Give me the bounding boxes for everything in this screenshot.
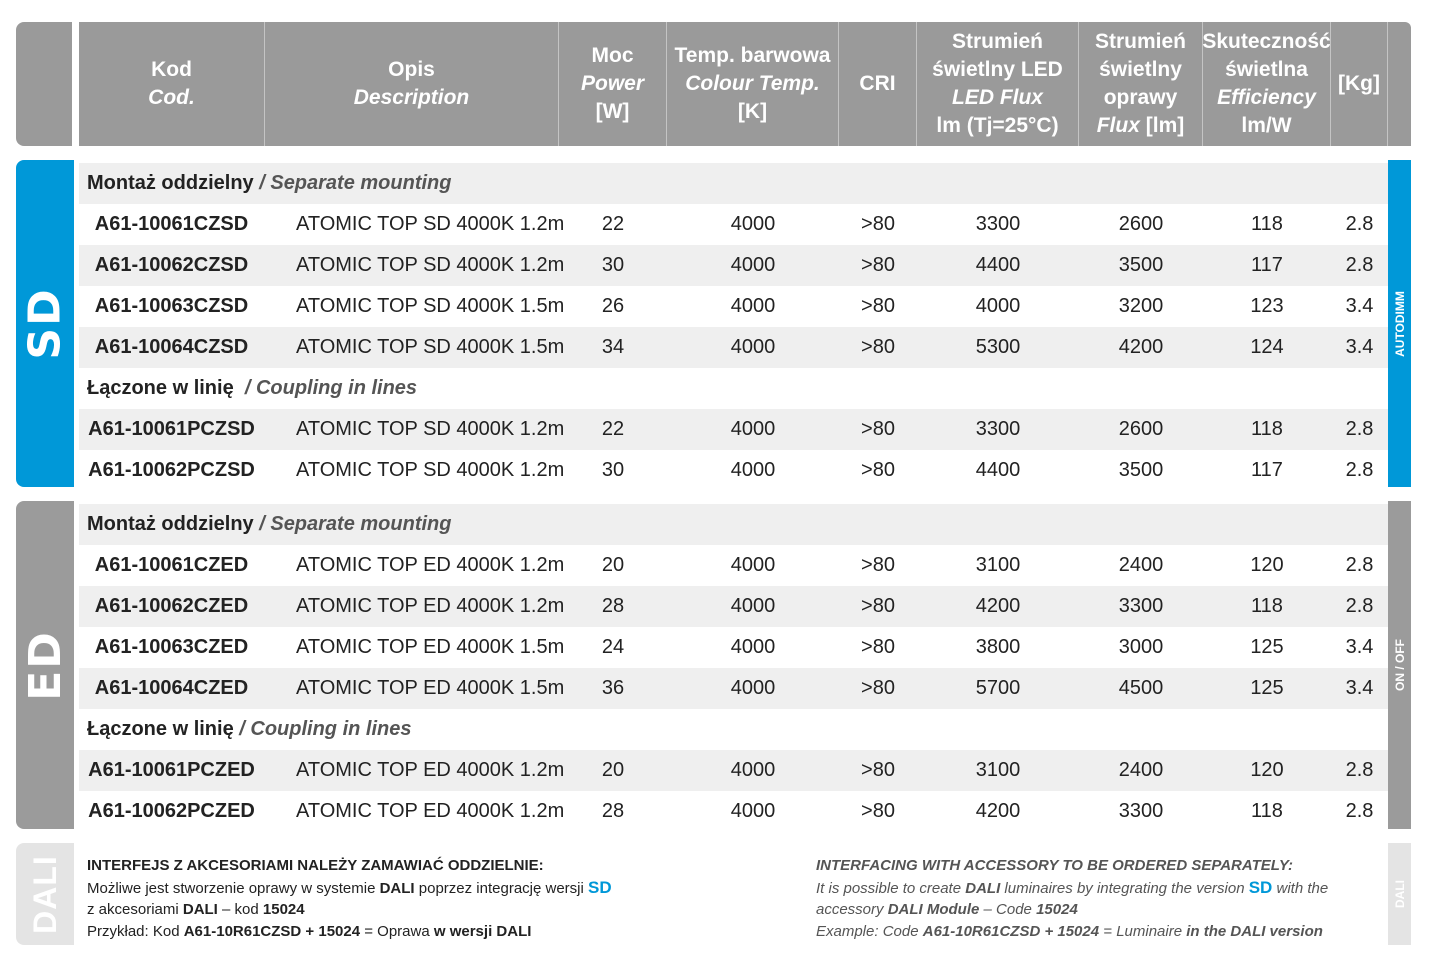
ed-side-label: ED bbox=[19, 629, 71, 701]
table-row bbox=[79, 327, 1388, 368]
cell-cri: >80 bbox=[861, 759, 895, 781]
section-title bbox=[87, 163, 451, 204]
cell-led: 3300 bbox=[975, 213, 1021, 235]
section-title bbox=[87, 368, 417, 409]
text: with the bbox=[1272, 879, 1329, 897]
text-bold: DALI bbox=[379, 879, 415, 897]
cell-moc: 30 bbox=[601, 459, 625, 481]
cell-kod: A61-10061CZED bbox=[94, 554, 249, 576]
cell-cri: >80 bbox=[861, 636, 895, 658]
header-led-flux bbox=[917, 22, 1079, 146]
header-moc-pl: Moc bbox=[591, 44, 634, 67]
cell-kg: 3.4 bbox=[1345, 336, 1374, 358]
header-corner-tab bbox=[16, 22, 72, 146]
table-row bbox=[79, 245, 1388, 286]
header-kod bbox=[79, 22, 265, 146]
cell-opis: ATOMIC TOP ED 4000K 1.2m bbox=[296, 595, 565, 617]
cell-moc: 22 bbox=[601, 213, 625, 235]
sd-side-tab bbox=[16, 160, 74, 487]
section-title-en: / Coupling in lines bbox=[239, 718, 412, 740]
cell-led: 5300 bbox=[975, 336, 1021, 358]
cell-kg: 2.8 bbox=[1345, 554, 1374, 576]
cell-temp: 4000 bbox=[730, 800, 776, 822]
cell-kod: A61-10064CZED bbox=[94, 677, 249, 699]
sd-section-coupling bbox=[79, 368, 1388, 409]
table-row bbox=[79, 545, 1388, 586]
dali-note-pl-title: INTERFEJS Z AKCESORIAMI NALEŻY ZAMAWIAĆ ODDZIELNIE: bbox=[87, 857, 544, 874]
header-opis bbox=[265, 22, 559, 146]
cell-eff: 118 bbox=[1251, 418, 1283, 440]
cell-flux: 3500 bbox=[1118, 459, 1164, 481]
header-cri bbox=[839, 22, 917, 146]
section-title-pl: Łączone w linię bbox=[87, 377, 234, 399]
cell-moc: 34 bbox=[601, 336, 625, 358]
cell-led: 4200 bbox=[975, 595, 1021, 617]
cell-eff: 118 bbox=[1251, 213, 1283, 235]
dali-right-label: DALI bbox=[1392, 880, 1407, 908]
text: = Luminaire bbox=[1099, 922, 1187, 940]
dali-side-tab bbox=[16, 843, 74, 945]
cell-eff: 117 bbox=[1251, 459, 1283, 481]
cell-flux: 2400 bbox=[1118, 554, 1164, 576]
cell-led: 3100 bbox=[975, 759, 1021, 781]
cell-eff: 118 bbox=[1251, 595, 1283, 617]
cell-kod: A61-10063CZED bbox=[94, 636, 249, 658]
dali-note-pl-line4 bbox=[87, 921, 612, 943]
header-cri-label: CRI bbox=[859, 72, 896, 95]
header-led-flux-en: LED Flux bbox=[951, 86, 1043, 109]
sd-side-label: SD bbox=[19, 287, 71, 360]
cell-kg: 3.4 bbox=[1345, 677, 1374, 699]
cell-kg: 2.8 bbox=[1345, 418, 1374, 440]
cell-opis: ATOMIC TOP SD 4000K 1.5m bbox=[296, 336, 565, 358]
text-bold: 15024 bbox=[1036, 901, 1078, 918]
cell-temp: 4000 bbox=[730, 254, 776, 276]
cell-eff: 123 bbox=[1250, 295, 1284, 317]
section-title bbox=[87, 709, 411, 750]
header-temp-unit: [K] bbox=[737, 100, 768, 123]
cell-led: 3100 bbox=[975, 554, 1021, 576]
header-flux bbox=[1079, 22, 1203, 146]
autodimm-label: AUTODIMM bbox=[1392, 290, 1407, 357]
cell-cri: >80 bbox=[861, 800, 895, 822]
header-led-flux-unit: lm (Tj=25°C) bbox=[936, 114, 1059, 137]
cell-temp: 4000 bbox=[730, 554, 776, 576]
text-bold: DALI bbox=[965, 879, 1001, 897]
header-eff-pl2: świetlna bbox=[1225, 58, 1308, 81]
cell-kg: 2.8 bbox=[1345, 800, 1374, 822]
table-row bbox=[79, 286, 1388, 327]
header-kg-label: [Kg] bbox=[1338, 72, 1380, 95]
header-opis-pl: Opis bbox=[388, 58, 435, 81]
table-row bbox=[79, 450, 1388, 491]
dali-note-pl-line3 bbox=[87, 899, 612, 921]
cell-eff: 125 bbox=[1250, 636, 1284, 658]
section-title bbox=[87, 504, 451, 545]
table-row bbox=[79, 409, 1388, 450]
text-bold: A61-10R61CZSD + 15024 bbox=[183, 922, 361, 940]
text: It is possible to create bbox=[816, 879, 966, 897]
dali-note-en-line3 bbox=[816, 899, 1328, 921]
cell-opis: ATOMIC TOP SD 4000K 1.2m bbox=[296, 459, 565, 481]
header-moc-unit: [W] bbox=[595, 100, 630, 123]
text: z akcesoriami bbox=[87, 901, 183, 918]
cell-temp: 4000 bbox=[730, 295, 776, 317]
cell-led: 4400 bbox=[975, 254, 1021, 276]
cell-flux: 3300 bbox=[1118, 800, 1164, 822]
section-title-en: / Separate mounting bbox=[259, 172, 452, 194]
header-moc bbox=[559, 22, 667, 146]
cell-temp: 4000 bbox=[730, 459, 776, 481]
cell-kg: 2.8 bbox=[1345, 254, 1374, 276]
cell-opis: ATOMIC TOP SD 4000K 1.2m bbox=[296, 254, 565, 276]
cell-kg: 2.8 bbox=[1345, 595, 1374, 617]
table-header bbox=[79, 22, 1411, 146]
cell-opis: ATOMIC TOP ED 4000K 1.2m bbox=[296, 800, 565, 822]
text: poprzez integrację wersji bbox=[414, 879, 589, 897]
header-flux-en: Flux bbox=[1096, 114, 1140, 137]
dali-note-en-title: INTERFACING WITH ACCESSORY TO BE ORDERED SEPARATELY: bbox=[816, 857, 1293, 874]
cell-kg: 2.8 bbox=[1345, 213, 1374, 235]
header-temp bbox=[667, 22, 839, 146]
cell-moc: 20 bbox=[601, 759, 625, 781]
dali-note-en-line2 bbox=[816, 877, 1328, 900]
cell-temp: 4000 bbox=[730, 213, 776, 235]
text-bold: DALI Module bbox=[887, 901, 980, 918]
cell-led: 5700 bbox=[975, 677, 1021, 699]
cell-opis: ATOMIC TOP SD 4000K 1.2m bbox=[296, 418, 565, 440]
cell-flux: 2600 bbox=[1118, 418, 1164, 440]
text-bold: A61-10R61CZSD + 15024 bbox=[922, 922, 1100, 940]
sd-logo-icon: SD bbox=[588, 877, 612, 897]
cell-kod: A61-10062PCZED bbox=[88, 800, 255, 822]
cell-flux: 3000 bbox=[1118, 636, 1164, 658]
cell-eff: 125 bbox=[1250, 677, 1284, 699]
section-title-pl: Montaż oddzielny bbox=[87, 513, 254, 535]
cell-moc: 24 bbox=[601, 636, 625, 658]
header-flux-pl2: świetlny bbox=[1099, 58, 1182, 81]
cell-cri: >80 bbox=[861, 295, 895, 317]
cell-kg: 3.4 bbox=[1345, 295, 1374, 317]
cell-kod: A61-10061PCZSD bbox=[88, 418, 255, 440]
header-kod-en: Cod. bbox=[148, 86, 195, 109]
text-bold: w wersji DALI bbox=[433, 922, 532, 940]
dali-note-pl-line2 bbox=[87, 877, 612, 900]
cell-moc: 22 bbox=[601, 418, 625, 440]
cell-cri: >80 bbox=[861, 254, 895, 276]
dali-note-en-line4 bbox=[816, 921, 1328, 943]
cell-kg: 3.4 bbox=[1345, 636, 1374, 658]
cell-moc: 26 bbox=[601, 295, 625, 317]
text: luminaires by integrating the version bbox=[1000, 879, 1249, 897]
cell-flux: 2600 bbox=[1118, 213, 1164, 235]
text: – kod bbox=[217, 901, 263, 918]
cell-moc: 30 bbox=[601, 254, 625, 276]
header-temp-en: Colour Temp. bbox=[685, 72, 820, 95]
cell-cri: >80 bbox=[861, 595, 895, 617]
header-flux-pl3: oprawy bbox=[1103, 86, 1178, 109]
cell-flux: 3500 bbox=[1118, 254, 1164, 276]
header-flux-unit: [lm] bbox=[1145, 114, 1185, 137]
cell-moc: 20 bbox=[601, 554, 625, 576]
cell-cri: >80 bbox=[861, 336, 895, 358]
cell-eff: 118 bbox=[1251, 800, 1283, 822]
section-title-pl: Montaż oddzielny bbox=[87, 172, 254, 194]
text: – Code bbox=[979, 901, 1037, 918]
cell-flux: 3200 bbox=[1118, 295, 1164, 317]
cell-temp: 4000 bbox=[730, 759, 776, 781]
section-title-en: / Coupling in lines bbox=[244, 377, 418, 399]
text-bold: DALI bbox=[182, 901, 218, 918]
cell-led: 4200 bbox=[975, 800, 1021, 822]
table-row bbox=[79, 627, 1388, 668]
cell-eff: 120 bbox=[1250, 759, 1284, 781]
cell-moc: 36 bbox=[601, 677, 625, 699]
text-bold: 15024 bbox=[262, 901, 305, 918]
table-row bbox=[79, 668, 1388, 709]
cell-temp: 4000 bbox=[730, 418, 776, 440]
dali-right-tab bbox=[1388, 843, 1411, 945]
cell-eff: 124 bbox=[1250, 336, 1284, 358]
cell-cri: >80 bbox=[861, 213, 895, 235]
cell-opis: ATOMIC TOP SD 4000K 1.5m bbox=[296, 295, 565, 317]
cell-led: 4400 bbox=[975, 459, 1021, 481]
cell-temp: 4000 bbox=[730, 677, 776, 699]
cell-temp: 4000 bbox=[730, 595, 776, 617]
cell-kod: A61-10062CZED bbox=[94, 595, 249, 617]
dali-side-label: DALI bbox=[26, 854, 63, 934]
cell-opis: ATOMIC TOP ED 4000K 1.2m bbox=[296, 554, 565, 576]
ed-right-tab bbox=[1388, 501, 1411, 829]
cell-kod: A61-10063CZSD bbox=[94, 295, 249, 317]
sd-logo-icon: SD bbox=[1248, 877, 1273, 897]
cell-flux: 2400 bbox=[1118, 759, 1164, 781]
ed-section-separate bbox=[79, 504, 1388, 545]
cell-flux: 4500 bbox=[1118, 677, 1164, 699]
header-opis-en: Description bbox=[353, 86, 470, 109]
cell-led: 4000 bbox=[975, 295, 1021, 317]
table-row bbox=[79, 791, 1388, 832]
cell-opis: ATOMIC TOP ED 4000K 1.5m bbox=[296, 636, 565, 658]
sd-section-separate bbox=[79, 163, 1388, 204]
header-led-flux-pl1: Strumień bbox=[951, 30, 1043, 53]
text: accessory bbox=[816, 901, 888, 918]
cell-kod: A61-10061CZSD bbox=[94, 213, 249, 235]
cell-kg: 2.8 bbox=[1345, 459, 1374, 481]
header-moc-en: Power bbox=[580, 72, 645, 95]
header-eff-en: Efficiency bbox=[1217, 86, 1316, 109]
cell-cri: >80 bbox=[861, 459, 895, 481]
text: = Oprawa bbox=[360, 922, 434, 940]
cell-eff: 120 bbox=[1250, 554, 1284, 576]
cell-kod: A61-10062PCZSD bbox=[88, 459, 255, 481]
cell-opis: ATOMIC TOP ED 4000K 1.5m bbox=[296, 677, 565, 699]
header-eff-unit: lm/W bbox=[1241, 114, 1292, 137]
ed-section-coupling bbox=[79, 709, 1388, 750]
section-title-en: / Separate mounting bbox=[259, 513, 452, 535]
table-row bbox=[79, 750, 1388, 791]
section-title-pl: Łączone w linię bbox=[87, 718, 234, 740]
cell-flux: 3300 bbox=[1118, 595, 1164, 617]
cell-kod: A61-10061PCZED bbox=[88, 759, 255, 781]
cell-cri: >80 bbox=[861, 554, 895, 576]
table-row bbox=[79, 204, 1388, 245]
dali-note-pl bbox=[87, 855, 612, 942]
text: Możliwe jest stworzenie oprawy w systemie bbox=[87, 879, 380, 897]
cell-kod: A61-10064CZSD bbox=[94, 336, 249, 358]
cell-opis: ATOMIC TOP ED 4000K 1.2m bbox=[296, 759, 565, 781]
header-led-flux-pl2: świetlny LED bbox=[932, 58, 1063, 81]
header-flux-pl1: Strumień bbox=[1094, 30, 1186, 53]
text-bold: in the DALI version bbox=[1186, 922, 1323, 940]
cell-temp: 4000 bbox=[730, 636, 776, 658]
sd-right-tab bbox=[1388, 160, 1411, 487]
ed-side-tab bbox=[16, 501, 74, 829]
header-eff bbox=[1203, 22, 1331, 146]
table-row bbox=[79, 586, 1388, 627]
cell-cri: >80 bbox=[861, 418, 895, 440]
cell-moc: 28 bbox=[601, 800, 625, 822]
cell-led: 3300 bbox=[975, 418, 1021, 440]
cell-led: 3800 bbox=[975, 636, 1021, 658]
dali-note-en bbox=[816, 855, 1328, 942]
text: Przykład: Kod bbox=[87, 922, 184, 940]
header-eff-pl1: Skuteczność bbox=[1202, 30, 1331, 53]
cell-opis: ATOMIC TOP SD 4000K 1.2m bbox=[296, 213, 565, 235]
header-kg bbox=[1331, 22, 1388, 146]
cell-eff: 117 bbox=[1251, 254, 1283, 276]
onoff-label: ON / OFF bbox=[1392, 639, 1407, 691]
cell-kod: A61-10062CZSD bbox=[94, 254, 249, 276]
text: Example: Code bbox=[816, 922, 923, 940]
cell-flux: 4200 bbox=[1118, 336, 1164, 358]
cell-kg: 2.8 bbox=[1345, 759, 1374, 781]
header-kod-pl: Kod bbox=[151, 58, 192, 81]
cell-cri: >80 bbox=[861, 677, 895, 699]
cell-temp: 4000 bbox=[730, 336, 776, 358]
cell-moc: 28 bbox=[601, 595, 625, 617]
header-temp-pl: Temp. barwowa bbox=[674, 44, 831, 67]
